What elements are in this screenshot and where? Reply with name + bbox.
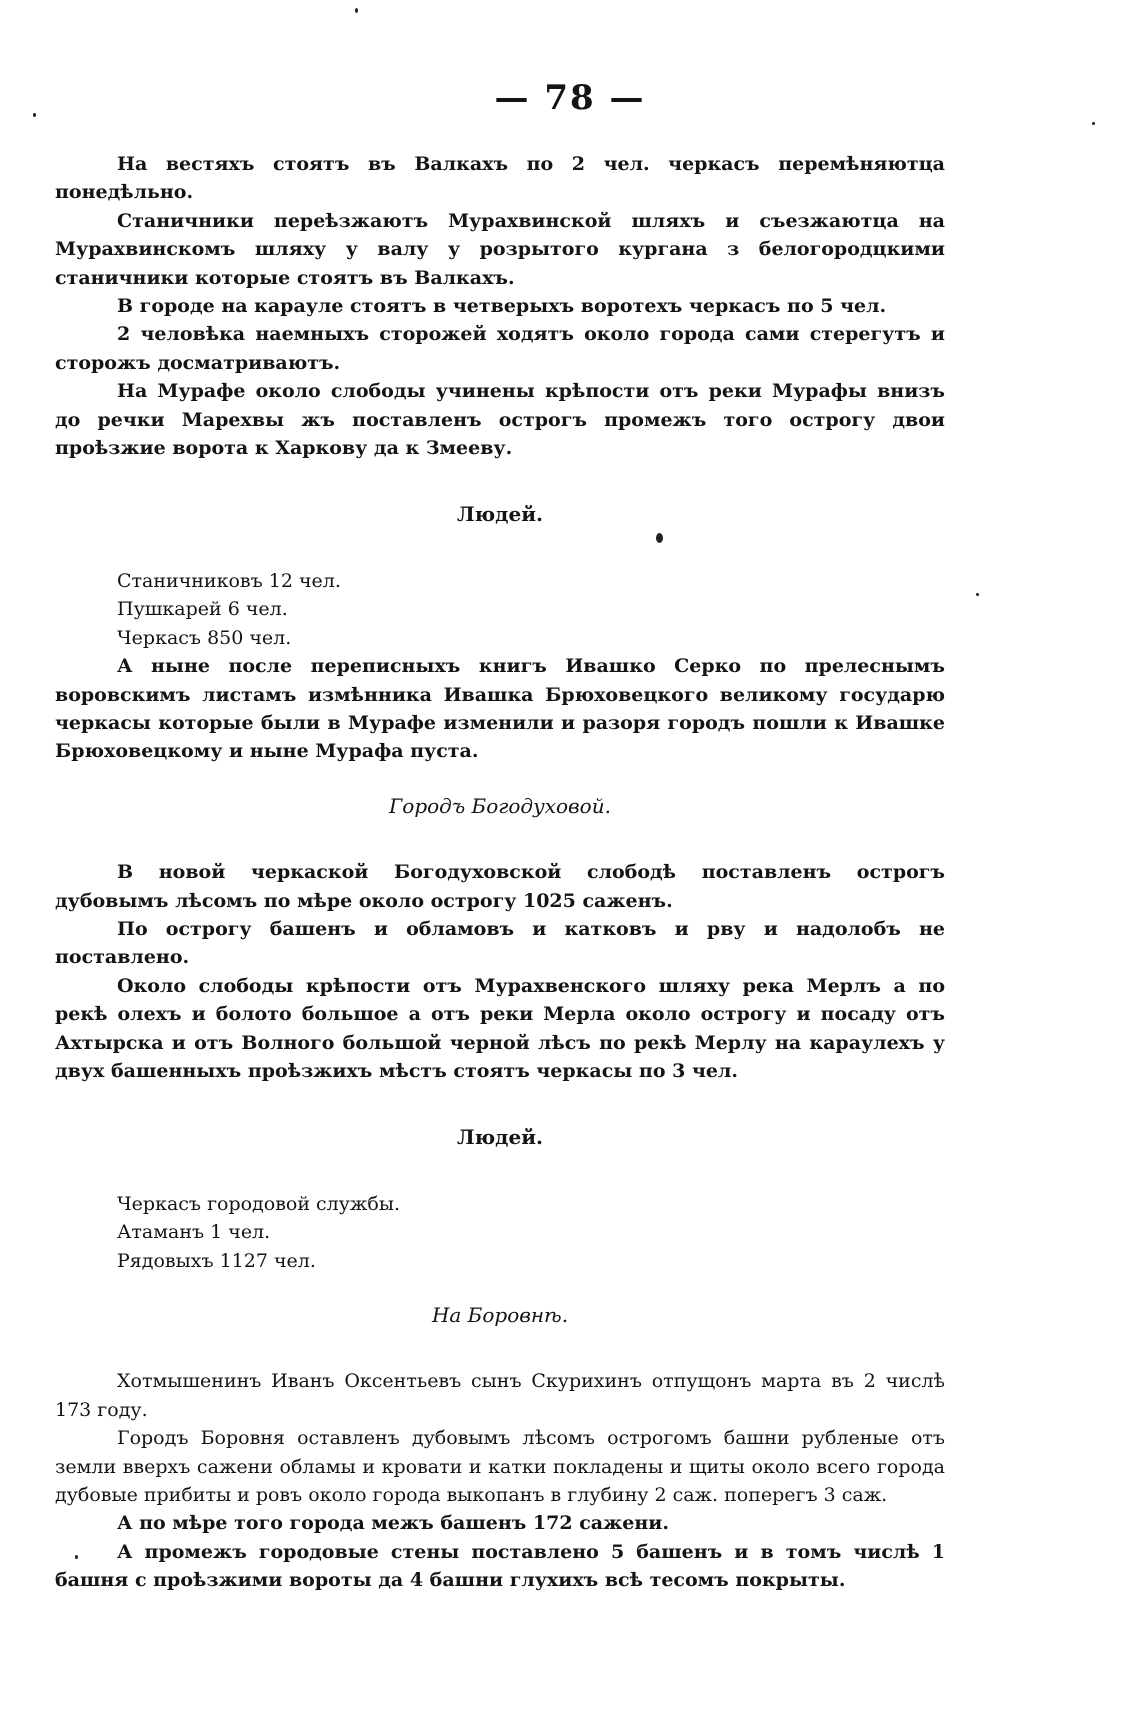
section-bogodukhov [55, 858, 945, 1085]
paragraph: А ныне после переписныхъ книгъ Ивашко Серко по прелеснымъ воровскимъ листамъ измѣнника Ивашка Брюховецкого великому государю черкасы которые были в Мурафе изменили и разоря городъ пошли к Ивашке Брюховецкому и ныне Мурафа пуста. [55, 655, 945, 763]
paragraph: В новой черкаской Богодуховской слободѣ поставленъ острогъ дубовымъ лѣсомъ по мѣре около острогу 1025 саженъ. [55, 861, 945, 912]
spacer [55, 1329, 945, 1367]
spacer [55, 766, 945, 792]
paragraph: На вестяхъ стоятъ въ Валкахъ по 2 чел. черкасъ перемѣняютца понедѣльно. [55, 153, 945, 204]
spacer [55, 462, 945, 500]
section-heading: Людей. [456, 502, 544, 527]
scan-speck [976, 593, 979, 596]
paragraph: А промежъ городовые стены поставлено 5 башенъ и в томъ числѣ 1 башня с проѣзжими вороты да 4 башни глухихъ всѣ тесомъ покрыты. [55, 1540, 945, 1592]
section-borovna [55, 1367, 945, 1594]
section-subheading: Городъ Богодуховой. [389, 793, 611, 818]
paragraph: А по мѣре того города межъ башенъ 172 сажени. [117, 1512, 669, 1535]
paragraph: Станичники переѣзжаютъ Мурахвинской шляхъ и съезжаютца на Мурахвинскомъ шляху у валу у розрытого кургана з белогородцкими станичники которые стоятъ въ Валкахъ. [55, 209, 945, 289]
list-item: Рядовыхъ 1127 чел. [117, 1249, 316, 1272]
section-heading: Людей. [456, 1125, 544, 1150]
spacer [55, 529, 945, 567]
spacer [55, 1275, 945, 1301]
list-item: Станичниковъ 12 чел. [117, 569, 341, 592]
spacer [55, 1085, 945, 1123]
scan-speck [1092, 122, 1095, 125]
spacer [55, 820, 945, 858]
section-subheading: На Боровнѣ. [431, 1303, 569, 1327]
scan-speck [355, 8, 358, 13]
page-body [55, 150, 945, 1595]
scan-speck [33, 113, 36, 117]
paragraph: По острогу башенъ и обламовъ и катковъ и рву и надолобъ не поставлено. [55, 917, 945, 969]
paragraph: В городе на карауле стоятъ в четверыхъ воротехъ черкасъ по 5 чел. [117, 295, 887, 318]
paragraph: 2 человѣка наемныхъ сторожей ходятъ около города сами стерегутъ и сторожъ досматриваютъ. [55, 323, 945, 374]
paragraph: Городъ Боровня оставленъ дубовымъ лѣсомъ острогомъ башни рубленые отъ земли вверхъ сажени обламы и кровати и катки покладены и щиты около всего города дубовые прибиты и ровъ около города выкопанъ в глубину 2 саж. поперегъ 3 саж. [55, 1427, 945, 1507]
list-item: Пушкарей 6 чел. [117, 598, 288, 621]
page-number: — 78 — [494, 78, 646, 118]
paragraph: Хотмышенинъ Иванъ Оксентьевъ сынъ Скурихинъ отпущонъ марта въ 2 числѣ 173 году. [55, 1370, 945, 1421]
paragraph: На Мурафе около слободы учинены крѣпости отъ реки Мурафы внизъ до речки Марехвы жъ поставленъ острогъ промежъ того острогу двои проѣзжие ворота к Харкову да к Змееву. [55, 380, 945, 460]
section-valki [55, 150, 945, 462]
list-item: Атаманъ 1 чел. [117, 1221, 271, 1244]
spacer [55, 1152, 945, 1190]
list-item: Черкасъ 850 чел. [117, 626, 292, 649]
paragraph: Около слободы крѣпости отъ Мурахвенского шляху река Мерлъ а по рекѣ олехъ и болото большое а отъ реки Мерла около острогу и посаду отъ Ахтырска и отъ Волного большой черной лѣсъ по рекѣ Мерлу на караулехъ у двух башенныхъ проѣзжихъ мѣстъ стоятъ черкасы по 3 чел. [55, 974, 945, 1082]
list-item: Черкасъ городовой службы. [117, 1192, 401, 1215]
